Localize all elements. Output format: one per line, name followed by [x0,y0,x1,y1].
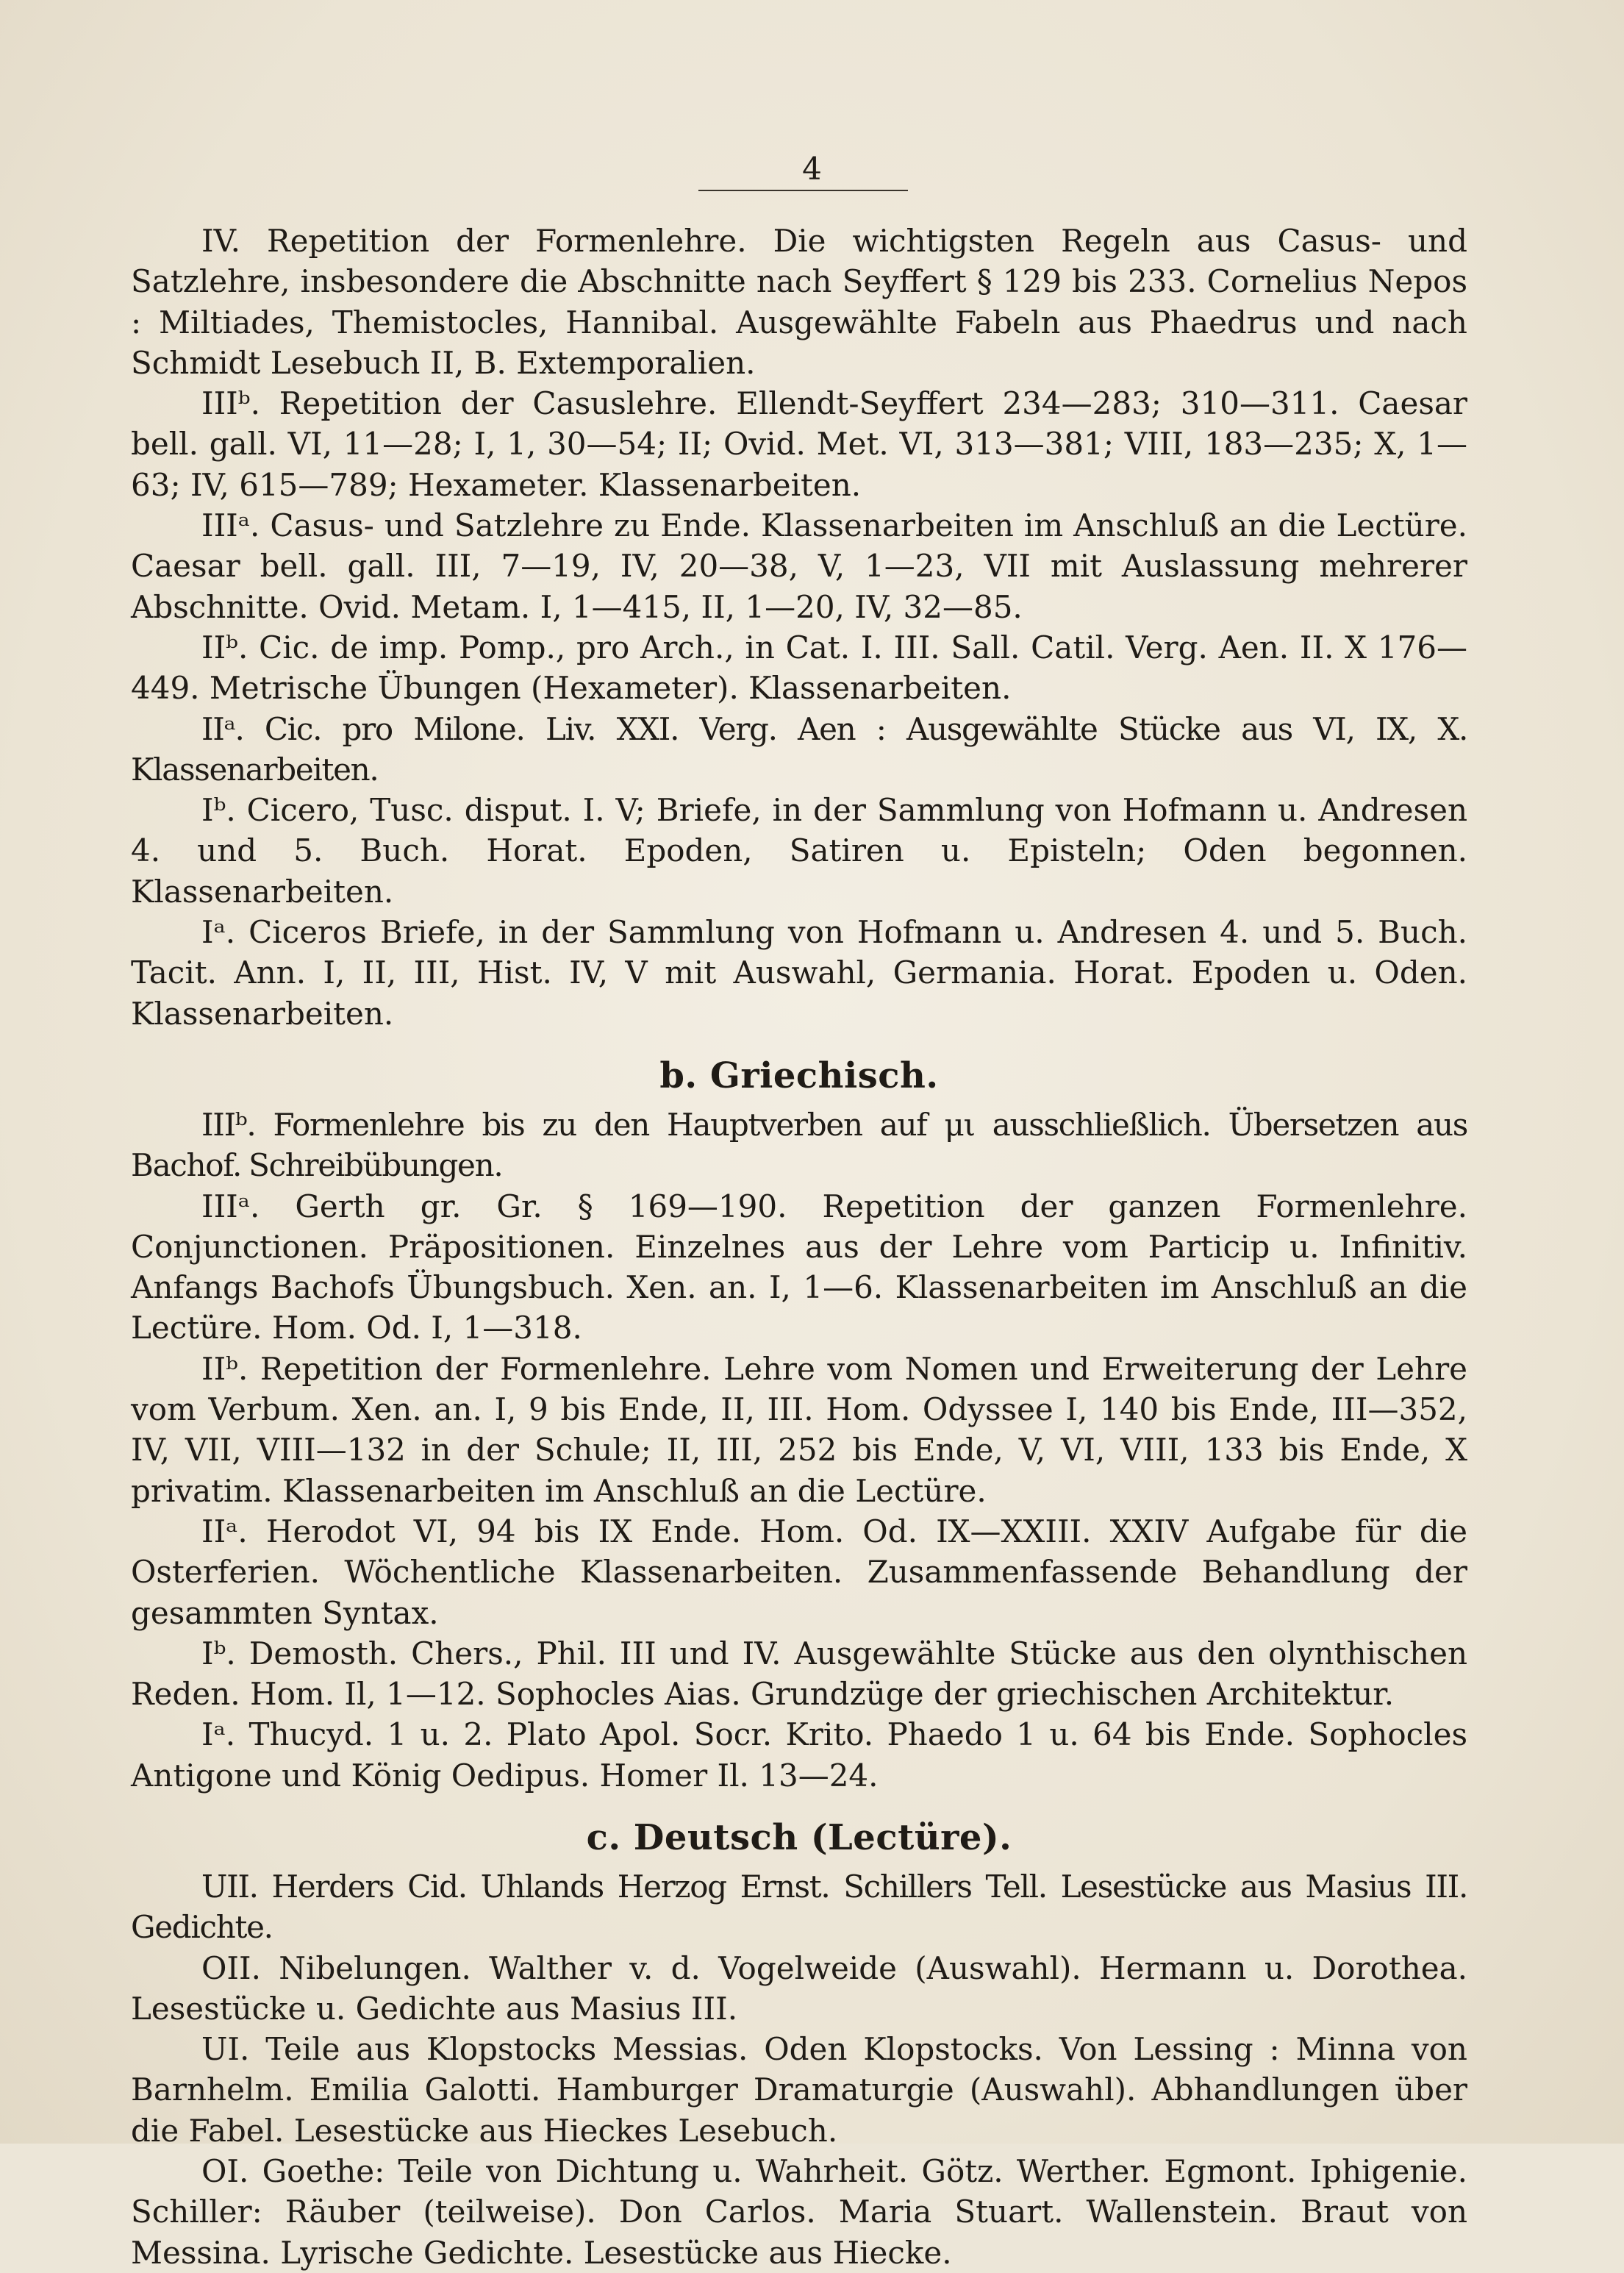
latin-paragraph-IIIa: IIIᵃ. Casus- und Satzlehre zu Ende. Klassenarbeiten im Anschluß an die Lectüre. Caesar bell. gall. III, 7—19, IV, 20—38, V, 1—23, VII mit Auslassung mehrerer Abschnitte. Ovid. Metam. I, 1—415, II, 1—20, IV, 32—85. [131,507,1467,625]
german-paragraph-OII: OII. Nibelungen. Walther v. d. Vogelweide (Auswahl). Hermann u. Dorothea. Lesestücke u. Gedichte aus Masius III. [131,1949,1467,2027]
latin-paragraph-IIb: IIᵇ. Cic. de imp. Pomp., pro Arch., in Cat. I. III. Sall. Catil. Verg. Aen. II. X 176—449. Metrische Übungen (Hexameter). Klassenarbeiten. [131,629,1467,707]
german-paragraph-OI: OI. Goethe: Teile von Dichtung u. Wahrheit. Götz. Werther. Egmont. Iphigenie. Schiller: Räuber (teilweise). Don Carlos. Maria Stuart. Wallenstein. Braut von Messina. Lyrische Gedichte. Lesestücke aus Hiecke. [131,2153,1467,2271]
greek-paragraph-Ib: Iᵇ. Demosth. Chers., Phil. III und IV. Ausgewählte Stücke aus den olynthischen Reden. Hom. Il, 1—12. Sophocles Aias. Grundzüge der griechischen Architektur. [131,1635,1467,1713]
greek-paragraph-IIb: IIᵇ. Repetition der Formenlehre. Lehre vom Nomen und Erweiterung der Lehre vom Verbum. Xen. an. I, 9 bis Ende, II, III. Hom. Odyssee I, 140 bis Ende, III—352, IV, VII, VIII—132 in der Schule; II, III, 252 bis Ende, V, VI, VIII, 133 bis Ende, X privatim. Klassenarbeiten im Anschluß an die Lectüre. [131,1350,1467,1509]
latin-paragraph-IIa: IIᵃ. Cic. pro Milone. Liv. XXI. Verg. Aen : Ausgewählte Stücke aus VI, IX, X. Klassenarbeiten. [131,710,1467,788]
german-paragraph-UI: UI. Teile aus Klopstocks Messias. Oden Klopstocks. Von Lessing : Minna von Barnhelm. Emilia Galotti. Hamburger Dramaturgie (Auswahl). Abhandlungen über die Fabel. Lesestücke aus Hieckes Lesebuch. [131,2031,1467,2149]
greek-paragraph-IIa: IIᵃ. Herodot VI, 94 bis IX Ende. Hom. Od. IX—XXIII. XXIV Aufgabe für die Osterferien. Wöchentliche Klassenarbeiten. Zusammenfassende Behandlung der gesammten Syntax. [131,1513,1467,1631]
latin-section [131,221,1467,1034]
latin-paragraph-Ib: Iᵇ. Cicero, Tusc. disput. I. V; Briefe, in der Sammlung von Hofmann u. Andresen 4. und 5. Buch. Horat. Epoden, Satiren u. Episteln; Oden begonnen. Klassenarbeiten. [131,792,1467,910]
german-paragraph-UII: UII. Herders Cid. Uhlands Herzog Ernst. Schillers Tell. Lesestücke aus Masius III. Gedichte. [131,1868,1467,1946]
greek-section [131,1105,1467,1796]
german-heading: c. Deutsch (Lectüre). [586,1816,1012,1858]
latin-paragraph-Ia: Iᵃ. Ciceros Briefe, in der Sammlung von Hofmann u. Andresen 4. und 5. Buch. Tacit. Ann. I, II, III, Hist. IV, V mit Auswahl, Germania. Horat. Epoden u. Oden. Klassenarbeiten. [131,914,1467,1032]
german-section [131,1866,1467,2273]
greek-paragraph-IIIb: IIIᵇ. Formenlehre bis zu den Hauptverben auf μι ausschließlich. Übersetzen aus Bachof. Schreibübungen. [131,1106,1467,1184]
greek-paragraph-IIIa: IIIᵃ. Gerth gr. Gr. § 169—190. Repetition der ganzen Formenlehre. Conjunctionen. Präpositionen. Einzelnes aus der Lehre vom Particip u. Infinitiv. Anfangs Bachofs Übungsbuch. Xen. an. I, 1—6. Klassenarbeiten im Anschluß an die Lectüre. Hom. Od. I, 1—318. [131,1188,1467,1346]
greek-paragraph-Ia: Iᵃ. Thucyd. 1 u. 2. Plato Apol. Socr. Krito. Phaedo 1 u. 64 bis Ende. Sophocles Antigone und König Oedipus. Homer Il. 13—24. [131,1716,1467,1794]
page-number: 4 [802,151,822,187]
greek-heading: b. Griechisch. [659,1055,939,1096]
header-rule [698,190,908,191]
latin-paragraph-IV: IV. Repetition der Formenlehre. Die wichtigsten Regeln aus Casus- und Satzlehre, insbesondere die Abschnitte nach Seyffert § 129 bis 233. Cornelius Nepos : Miltiades, Themistocles, Hannibal. Ausgewählte Fabeln aus Phaedrus und nach Schmidt Lesebuch II, B. Extemporalien. [131,223,1467,381]
latin-paragraph-IIIb: IIIᵇ. Repetition der Casuslehre. Ellendt-Seyffert 234—283; 310—311. Caesar bell. gall. VI, 11—28; I, 1, 30—54; II; Ovid. Met. VI, 313—381; VIII, 183—235; X, 1—63; IV, 615—789; Hexameter. Klassenarbeiten. [131,385,1467,503]
document-body [131,221,1467,2273]
